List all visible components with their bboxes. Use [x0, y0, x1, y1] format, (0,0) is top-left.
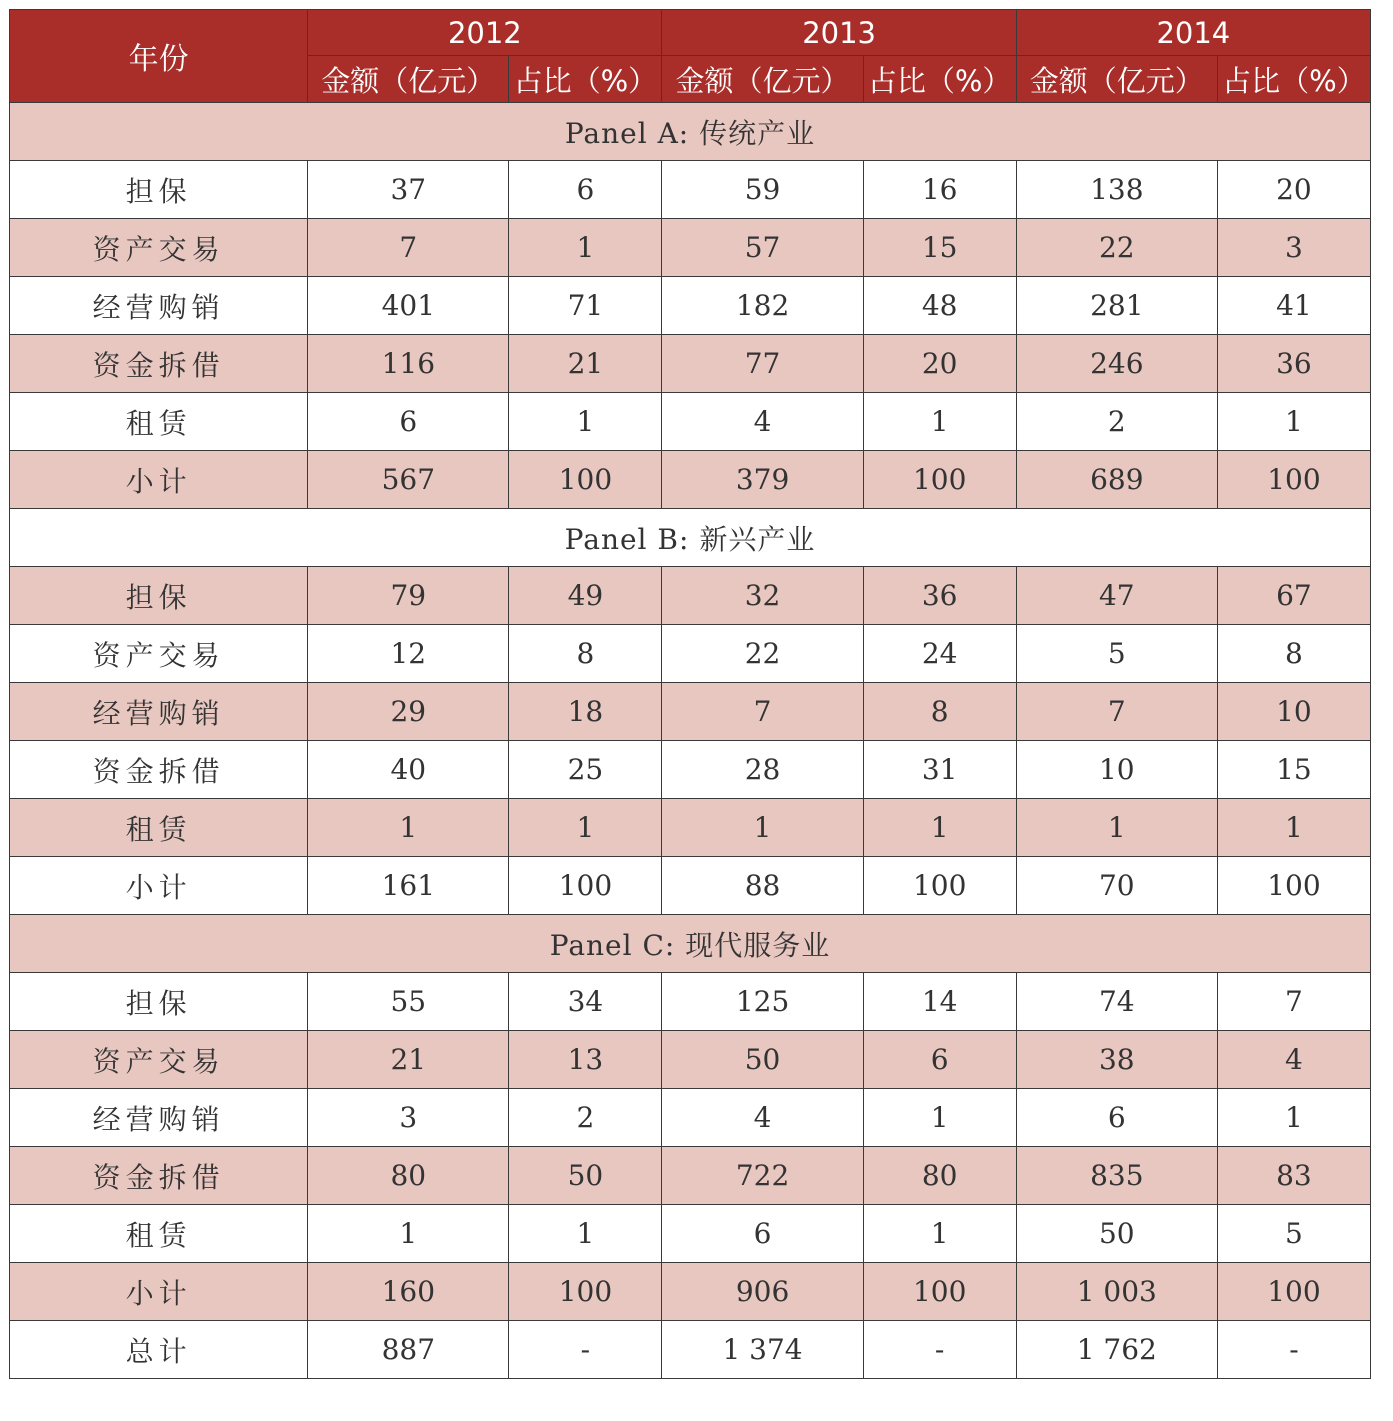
amount-cell: 50	[1016, 1205, 1217, 1263]
share-cell: 13	[509, 1031, 662, 1089]
amount-cell: 50	[662, 1031, 863, 1089]
table-row	[10, 277, 1371, 335]
panel-title: Panel B: 新兴产业	[10, 509, 1371, 567]
panel-row	[10, 103, 1371, 161]
amount-cell: 379	[662, 451, 863, 509]
amount-cell: 10	[1016, 741, 1217, 799]
share-cell: 1	[863, 1205, 1016, 1263]
amount-cell: 7	[1016, 683, 1217, 741]
amount-cell: 32	[662, 567, 863, 625]
amount-cell: 835	[1016, 1147, 1217, 1205]
row-label: 资产交易	[10, 1031, 308, 1089]
amount-cell: 22	[1016, 219, 1217, 277]
header-year-2012: 2012	[308, 10, 662, 56]
share-cell: 1	[509, 393, 662, 451]
share-cell: 71	[509, 277, 662, 335]
amount-cell: 12	[308, 625, 509, 683]
header-amount-2014: 金额（亿元）	[1016, 56, 1217, 103]
table-row	[10, 451, 1371, 509]
share-cell: 67	[1217, 567, 1370, 625]
amount-cell: 246	[1016, 335, 1217, 393]
row-label: 经营购销	[10, 1089, 308, 1147]
share-cell: -	[509, 1321, 662, 1379]
amount-cell: 7	[308, 219, 509, 277]
share-cell: 100	[509, 1263, 662, 1321]
amount-cell: 722	[662, 1147, 863, 1205]
header-share-2012: 占比（%）	[509, 56, 662, 103]
table-row	[10, 799, 1371, 857]
share-cell: 1	[1217, 1089, 1370, 1147]
table-row	[10, 567, 1371, 625]
amount-cell: 689	[1016, 451, 1217, 509]
amount-cell: 6	[662, 1205, 863, 1263]
amount-cell: 55	[308, 973, 509, 1031]
table-row	[10, 1205, 1371, 1263]
data-table	[9, 9, 1371, 1379]
amount-cell: 887	[308, 1321, 509, 1379]
share-cell: -	[863, 1321, 1016, 1379]
share-cell: 2	[509, 1089, 662, 1147]
amount-cell: 28	[662, 741, 863, 799]
share-cell: 1	[863, 393, 1016, 451]
share-cell: 1	[1217, 799, 1370, 857]
share-cell: 49	[509, 567, 662, 625]
share-cell: 3	[1217, 219, 1370, 277]
share-cell: 100	[1217, 1263, 1370, 1321]
share-cell: 36	[863, 567, 1016, 625]
table-row	[10, 683, 1371, 741]
share-cell: 6	[509, 161, 662, 219]
share-cell: 4	[1217, 1031, 1370, 1089]
share-cell: 8	[1217, 625, 1370, 683]
amount-cell: 59	[662, 161, 863, 219]
amount-cell: 5	[1016, 625, 1217, 683]
row-label: 小计	[10, 451, 308, 509]
amount-cell: 161	[308, 857, 509, 915]
share-cell: 1	[509, 799, 662, 857]
row-label: 资金拆借	[10, 741, 308, 799]
share-cell: 41	[1217, 277, 1370, 335]
share-cell: 10	[1217, 683, 1370, 741]
amount-cell: 77	[662, 335, 863, 393]
table-row	[10, 857, 1371, 915]
share-cell: 15	[1217, 741, 1370, 799]
table-row	[10, 161, 1371, 219]
row-label: 小计	[10, 1263, 308, 1321]
amount-cell: 6	[1016, 1089, 1217, 1147]
share-cell: 100	[863, 857, 1016, 915]
amount-cell: 2	[1016, 393, 1217, 451]
amount-cell: 7	[662, 683, 863, 741]
amount-cell: 47	[1016, 567, 1217, 625]
share-cell: 36	[1217, 335, 1370, 393]
share-cell: 34	[509, 973, 662, 1031]
share-cell: 16	[863, 161, 1016, 219]
share-cell: 100	[863, 451, 1016, 509]
share-cell: 80	[863, 1147, 1016, 1205]
row-label: 租赁	[10, 393, 308, 451]
share-cell: 100	[1217, 451, 1370, 509]
amount-cell: 4	[662, 1089, 863, 1147]
amount-cell: 80	[308, 1147, 509, 1205]
amount-cell: 281	[1016, 277, 1217, 335]
amount-cell: 21	[308, 1031, 509, 1089]
share-cell: 100	[509, 857, 662, 915]
amount-cell: 182	[662, 277, 863, 335]
share-cell: 50	[509, 1147, 662, 1205]
share-cell: 18	[509, 683, 662, 741]
table-row	[10, 1263, 1371, 1321]
row-label: 租赁	[10, 1205, 308, 1263]
amount-cell: 6	[308, 393, 509, 451]
table-row	[10, 219, 1371, 277]
table-row	[10, 625, 1371, 683]
row-label: 担保	[10, 161, 308, 219]
table-row	[10, 1031, 1371, 1089]
header-year-2014: 2014	[1016, 10, 1370, 56]
share-cell: 21	[509, 335, 662, 393]
table-row	[10, 741, 1371, 799]
header-amount-2013: 金额（亿元）	[662, 56, 863, 103]
panel-row	[10, 915, 1371, 973]
amount-cell: 125	[662, 973, 863, 1031]
amount-cell: 1 374	[662, 1321, 863, 1379]
amount-cell: 116	[308, 335, 509, 393]
amount-cell: 70	[1016, 857, 1217, 915]
amount-cell: 567	[308, 451, 509, 509]
table-row	[10, 973, 1371, 1031]
share-cell: 1	[1217, 393, 1370, 451]
table-row	[10, 1147, 1371, 1205]
amount-cell: 4	[662, 393, 863, 451]
header-year-2013: 2013	[662, 10, 1016, 56]
table-header	[10, 10, 1371, 103]
header-year-label: 年份	[10, 10, 308, 103]
table-row	[10, 1321, 1371, 1379]
amount-cell: 1 762	[1016, 1321, 1217, 1379]
row-label: 租赁	[10, 799, 308, 857]
header-share-2013: 占比（%）	[863, 56, 1016, 103]
row-label: 总计	[10, 1321, 308, 1379]
row-label: 资产交易	[10, 625, 308, 683]
row-label: 担保	[10, 567, 308, 625]
share-cell: 20	[863, 335, 1016, 393]
amount-cell: 79	[308, 567, 509, 625]
amount-cell: 1	[1016, 799, 1217, 857]
table-body	[10, 103, 1371, 1379]
share-cell: 20	[1217, 161, 1370, 219]
amount-cell: 38	[1016, 1031, 1217, 1089]
table-row	[10, 1089, 1371, 1147]
amount-cell: 1	[662, 799, 863, 857]
header-amount-2012: 金额（亿元）	[308, 56, 509, 103]
row-label: 小计	[10, 857, 308, 915]
amount-cell: 29	[308, 683, 509, 741]
share-cell: -	[1217, 1321, 1370, 1379]
header-share-2014: 占比（%）	[1217, 56, 1370, 103]
share-cell: 6	[863, 1031, 1016, 1089]
share-cell: 1	[863, 799, 1016, 857]
amount-cell: 906	[662, 1263, 863, 1321]
share-cell: 1	[863, 1089, 1016, 1147]
table-row	[10, 335, 1371, 393]
amount-cell: 22	[662, 625, 863, 683]
row-label: 担保	[10, 973, 308, 1031]
amount-cell: 160	[308, 1263, 509, 1321]
amount-cell: 1 003	[1016, 1263, 1217, 1321]
share-cell: 83	[1217, 1147, 1370, 1205]
share-cell: 8	[509, 625, 662, 683]
panel-title: Panel C: 现代服务业	[10, 915, 1371, 973]
share-cell: 8	[863, 683, 1016, 741]
row-label: 经营购销	[10, 277, 308, 335]
row-label: 资金拆借	[10, 1147, 308, 1205]
amount-cell: 37	[308, 161, 509, 219]
panel-title: Panel A: 传统产业	[10, 103, 1371, 161]
row-label: 资金拆借	[10, 335, 308, 393]
amount-cell: 138	[1016, 161, 1217, 219]
table-row	[10, 393, 1371, 451]
amount-cell: 1	[308, 1205, 509, 1263]
row-label: 资产交易	[10, 219, 308, 277]
share-cell: 14	[863, 973, 1016, 1031]
share-cell: 100	[1217, 857, 1370, 915]
share-cell: 48	[863, 277, 1016, 335]
share-cell: 25	[509, 741, 662, 799]
amount-cell: 57	[662, 219, 863, 277]
panel-row	[10, 509, 1371, 567]
share-cell: 31	[863, 741, 1016, 799]
amount-cell: 401	[308, 277, 509, 335]
share-cell: 100	[863, 1263, 1016, 1321]
share-cell: 15	[863, 219, 1016, 277]
share-cell: 7	[1217, 973, 1370, 1031]
amount-cell: 3	[308, 1089, 509, 1147]
row-label: 经营购销	[10, 683, 308, 741]
amount-cell: 1	[308, 799, 509, 857]
amount-cell: 40	[308, 741, 509, 799]
amount-cell: 88	[662, 857, 863, 915]
share-cell: 24	[863, 625, 1016, 683]
share-cell: 1	[509, 1205, 662, 1263]
share-cell: 5	[1217, 1205, 1370, 1263]
amount-cell: 74	[1016, 973, 1217, 1031]
header-row-years	[10, 10, 1371, 56]
share-cell: 100	[509, 451, 662, 509]
share-cell: 1	[509, 219, 662, 277]
